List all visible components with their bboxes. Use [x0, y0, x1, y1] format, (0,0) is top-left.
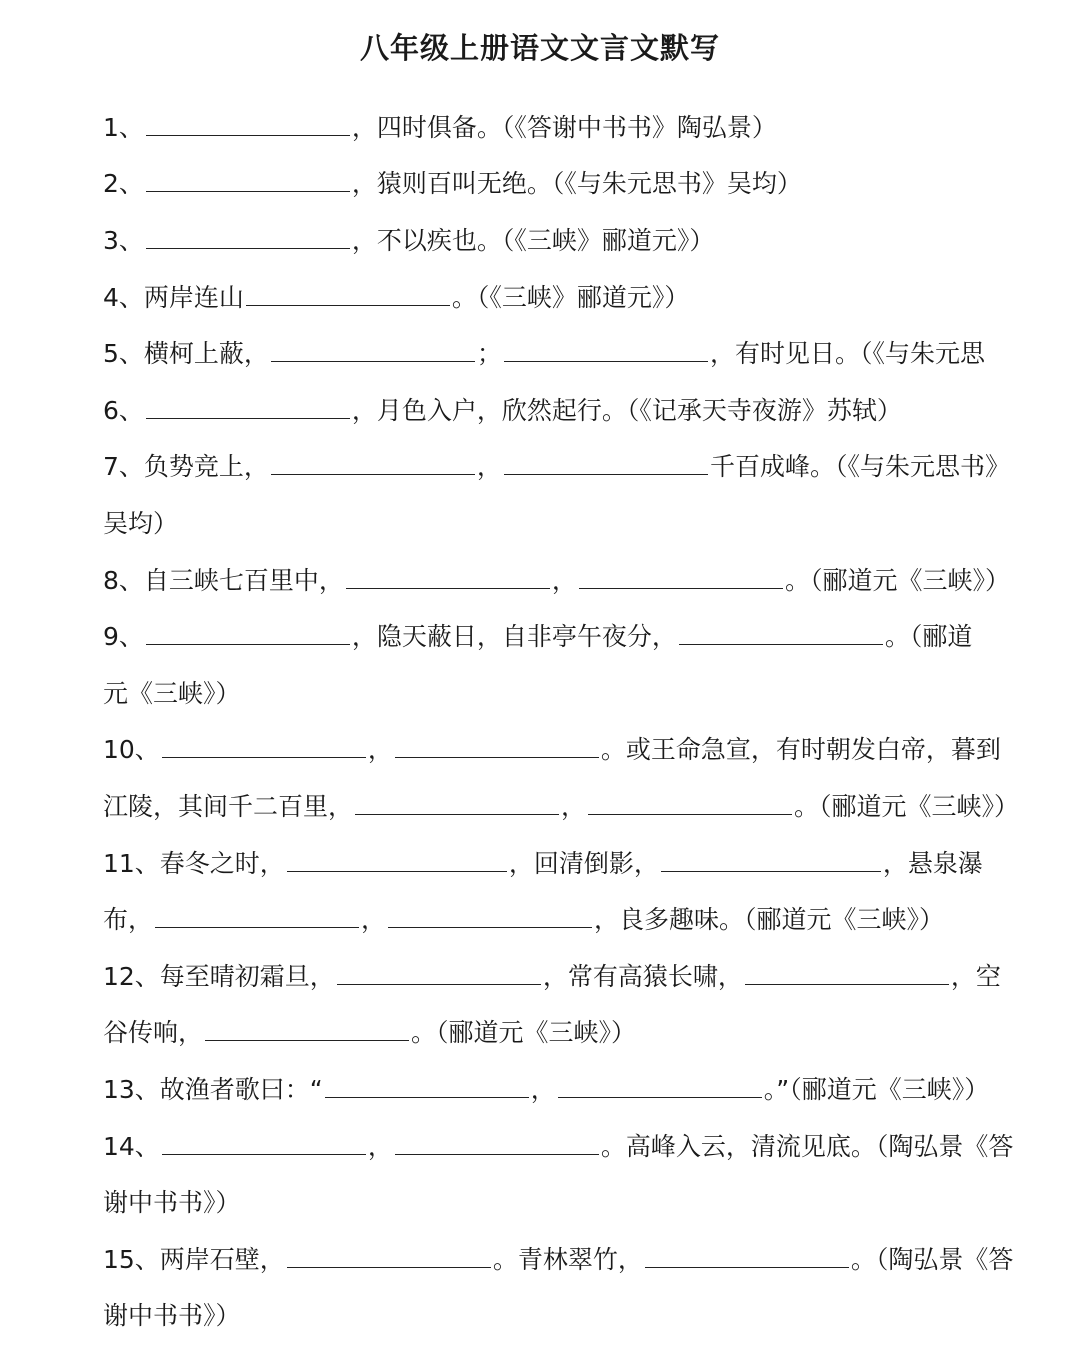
question-text: ，	[367, 1132, 393, 1161]
question-text: 14、	[103, 1132, 160, 1161]
question-text: 。（郦道元《三峡》）	[794, 792, 1020, 821]
question-text: 谷传响，	[103, 1018, 204, 1047]
answer-blank[interactable]	[155, 903, 359, 928]
question-5	[103, 336, 1003, 372]
answer-blank[interactable]	[271, 337, 475, 362]
answer-blank[interactable]	[337, 960, 541, 985]
answer-blank[interactable]	[287, 1243, 491, 1268]
question-2	[103, 166, 1003, 202]
question-text: 谢中书书》）	[103, 1301, 241, 1330]
question-text: ，月色入户，欣然起行。（《记承天寺夜游》苏轼）	[351, 396, 902, 425]
question-text: ，猿则百叫无绝。（《与朱元思书》吴均）	[351, 169, 802, 198]
question-text: 3、	[103, 226, 144, 255]
answer-blank[interactable]	[558, 1073, 762, 1098]
answer-blank[interactable]	[745, 960, 949, 985]
question-9-continued	[103, 676, 1003, 712]
question-text: ，有时见日。（《与朱元思	[709, 339, 985, 368]
question-7-continued	[103, 506, 1003, 542]
question-text: 2、	[103, 169, 144, 198]
answer-blank[interactable]	[645, 1243, 849, 1268]
question-text: 。（郦道元《三峡》）	[411, 1018, 637, 1047]
answer-blank[interactable]	[579, 564, 783, 589]
question-text: 谢中书书》）	[103, 1188, 241, 1217]
question-text: ；	[476, 339, 502, 368]
question-text: ，回清倒影，	[508, 849, 659, 878]
question-7	[103, 449, 1010, 485]
question-12-continued	[103, 1015, 1003, 1051]
question-text: ，	[367, 735, 393, 764]
question-text: 15、两岸石壁，	[103, 1245, 285, 1274]
question-4	[103, 280, 1003, 316]
question-text: 吴均）	[103, 509, 179, 538]
answer-blank[interactable]	[395, 733, 599, 758]
answer-blank[interactable]	[388, 903, 592, 928]
question-text: ，四时俱备。（《答谢中书书》陶弘景）	[351, 113, 777, 142]
page-title: 八年级上册语文文言文默写	[359, 31, 720, 65]
question-text: ，不以疾也。（《三峡》郦道元》）	[351, 226, 715, 255]
answer-blank[interactable]	[346, 564, 550, 589]
question-text: 。青林翠竹，	[492, 1245, 643, 1274]
question-12	[103, 959, 1003, 995]
question-text: 4、两岸连山	[103, 283, 244, 312]
answer-blank[interactable]	[146, 111, 350, 136]
question-text: 千百成峰。（《与朱元思书》	[709, 452, 1010, 481]
answer-blank[interactable]	[355, 790, 559, 815]
question-text: 10、	[103, 735, 160, 764]
answer-blank[interactable]	[287, 847, 507, 872]
question-text: ，空	[950, 962, 1001, 991]
question-text: 11、春冬之时，	[103, 849, 285, 878]
question-text: ，常有高猿长啸，	[542, 962, 743, 991]
question-text: ，良多趣味。（郦道元《三峡》）	[594, 905, 945, 934]
question-text: 。（郦道	[884, 622, 973, 651]
question-11-continued	[103, 902, 1003, 938]
question-text: 13、故渔者歌曰：“	[103, 1075, 323, 1104]
question-text: ，	[551, 566, 577, 595]
answer-blank[interactable]	[146, 620, 350, 645]
question-6	[103, 393, 1003, 429]
question-11	[103, 846, 1003, 882]
question-15	[103, 1242, 1014, 1278]
question-text: 7、负势竞上，	[103, 452, 269, 481]
question-text: 8、自三峡七百里中，	[103, 566, 344, 595]
question-text: 12、每至晴初霜旦，	[103, 962, 335, 991]
question-text: 元《三峡》）	[103, 679, 241, 708]
question-10-continued	[103, 789, 1020, 825]
question-text: 6、	[103, 396, 144, 425]
question-8	[103, 563, 1010, 599]
answer-blank[interactable]	[146, 224, 350, 249]
answer-blank[interactable]	[246, 281, 450, 306]
answer-blank[interactable]	[162, 1130, 366, 1155]
answer-blank[interactable]	[395, 1130, 599, 1155]
answer-blank[interactable]	[271, 450, 475, 475]
answer-blank[interactable]	[162, 733, 366, 758]
question-14-continued	[103, 1185, 1003, 1221]
question-14	[103, 1129, 1014, 1165]
answer-blank[interactable]	[661, 847, 881, 872]
question-1	[103, 110, 1003, 146]
answer-blank[interactable]	[504, 450, 708, 475]
question-text: 1、	[103, 113, 144, 142]
answer-blank[interactable]	[146, 394, 350, 419]
question-15-continued	[103, 1298, 1003, 1334]
question-text: 。（陶弘景《答	[850, 1245, 1014, 1274]
question-text: 。或王命急宣，有时朝发白帝，暮到	[600, 735, 1001, 764]
question-text: 5、横柯上蔽，	[103, 339, 269, 368]
question-text: ，	[530, 1075, 556, 1104]
question-text: 9、	[103, 622, 144, 651]
answer-blank[interactable]	[205, 1016, 409, 1041]
question-text: 。（郦道元《三峡》）	[784, 566, 1010, 595]
answer-blank[interactable]	[325, 1073, 529, 1098]
question-10	[103, 732, 1003, 768]
answer-blank[interactable]	[679, 620, 883, 645]
question-text: ，隐天蔽日，自非亭午夜分，	[351, 622, 677, 651]
question-3	[103, 223, 1003, 259]
question-text: 布，	[103, 905, 154, 934]
question-9	[103, 619, 1003, 655]
question-text: ，悬泉瀑	[882, 849, 983, 878]
question-text: 。”（郦道元《三峡》）	[763, 1075, 990, 1104]
answer-blank[interactable]	[588, 790, 792, 815]
answer-blank[interactable]	[504, 337, 708, 362]
question-13	[103, 1072, 1003, 1108]
question-text: 。（《三峡》郦道元》）	[451, 283, 690, 312]
question-text: ，	[361, 905, 387, 934]
question-text: ，	[561, 792, 587, 821]
answer-blank[interactable]	[146, 167, 350, 192]
question-text: 。高峰入云，清流见底。（陶弘景《答	[600, 1132, 1014, 1161]
question-text: 江陵，其间千二百里，	[103, 792, 354, 821]
question-text: ，	[476, 452, 502, 481]
